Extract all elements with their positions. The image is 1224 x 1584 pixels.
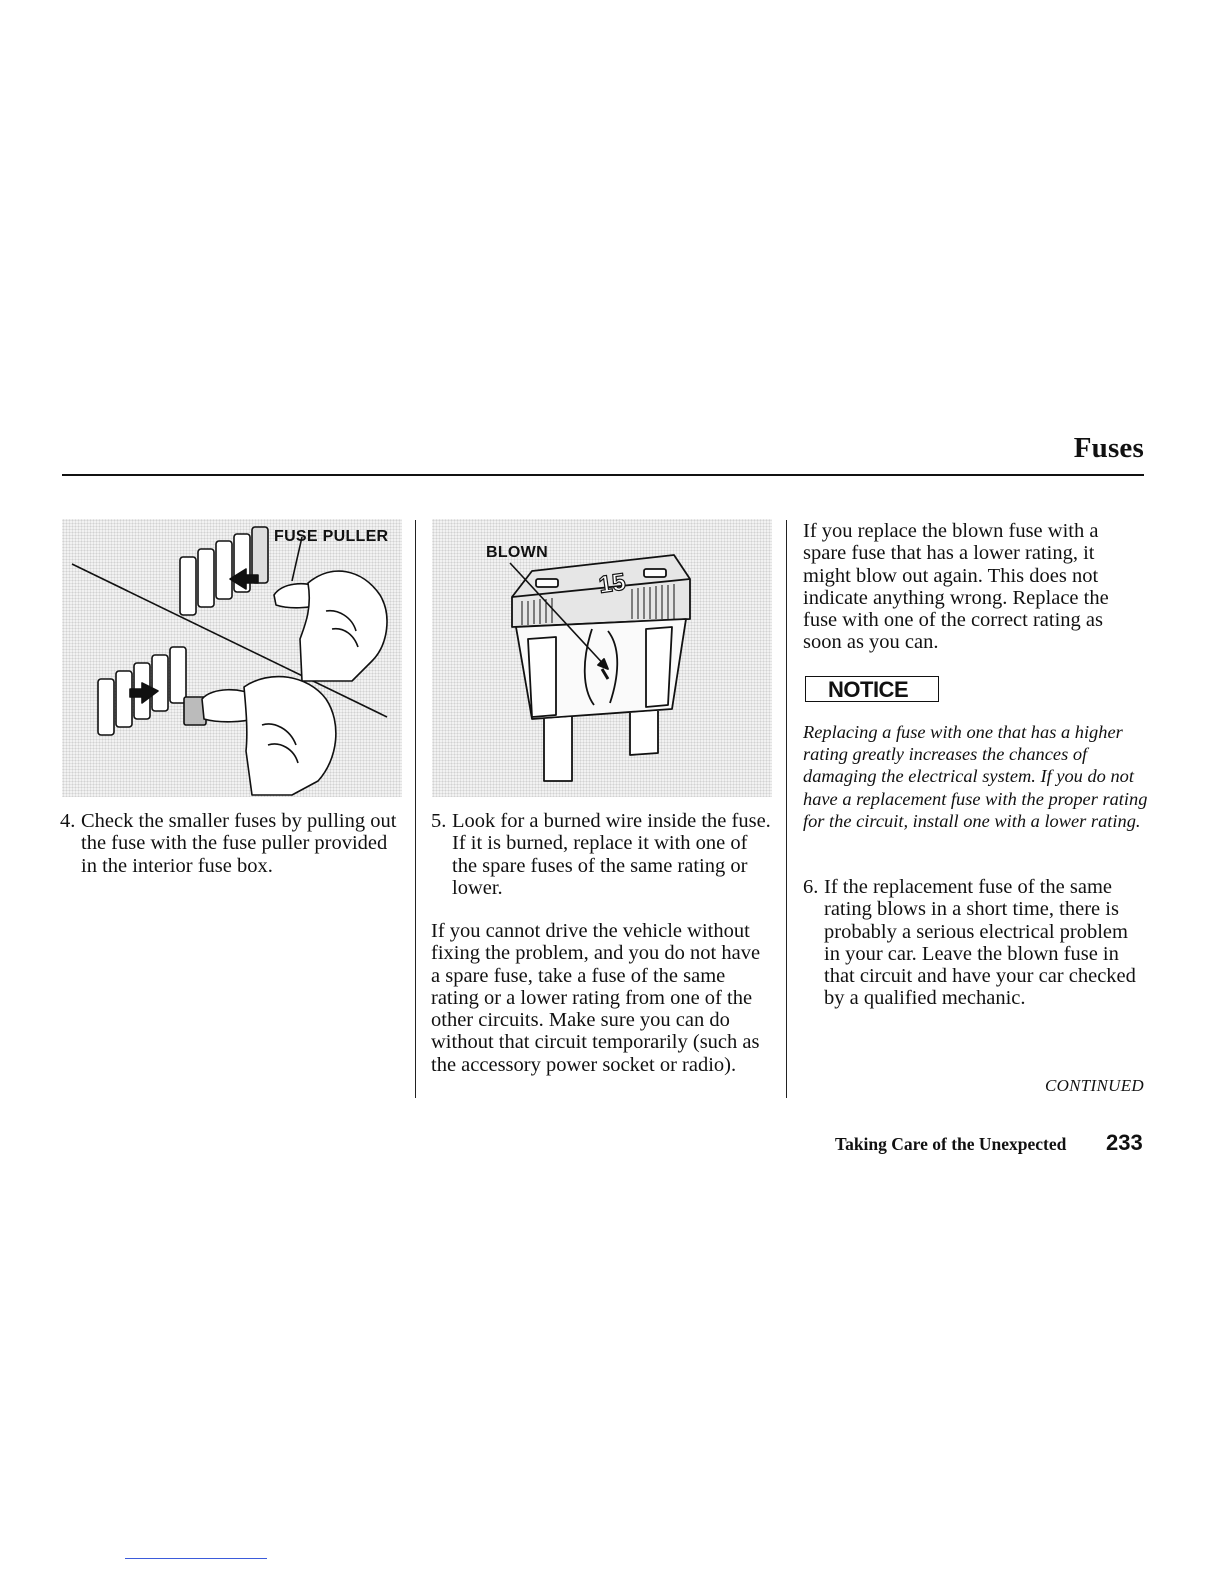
continued-label: CONTINUED bbox=[1044, 1076, 1144, 1095]
step-text: If the replacement fuse of the same rating blows in a short time, there is probably a serious electrical problem in your car. Leave the blown fuse in that circuit and have your car checked by a qualified mechanic. bbox=[824, 876, 1136, 1010]
step-number: 6. bbox=[803, 876, 819, 898]
step-5 bbox=[431, 810, 773, 899]
column-divider bbox=[786, 520, 787, 1098]
page-number: 233 bbox=[1106, 1130, 1143, 1155]
fuse-puller-label: FUSE PULLER bbox=[274, 528, 389, 545]
notice-label: NOTICE bbox=[805, 676, 939, 702]
step-number: 5. bbox=[431, 810, 447, 832]
column-divider bbox=[415, 520, 416, 1098]
notice-text: Replacing a fuse with one that has a higher rating greatly increases the chances of damaging the electrical system. If you do not have a replacement fuse with the proper rating for the circuit, install one with a lower rating. bbox=[803, 722, 1148, 831]
blown-fuse-illustration bbox=[432, 519, 772, 797]
lower-rating-paragraph: If you replace the blown fuse with a spare fuse that has a lower rating, it might blow out again. This does not indicate anything wrong. Replace the fuse with one of the correct rating as soon as you can. bbox=[803, 520, 1109, 654]
header-rule bbox=[62, 474, 1144, 476]
step-6 bbox=[803, 876, 1143, 1010]
footer-section: Taking Care of the Unexpected bbox=[835, 1134, 1067, 1154]
step-text: Check the smaller fuses by pulling out the fuse with the fuse puller provided in the interior fuse box. bbox=[81, 810, 397, 877]
step-4 bbox=[60, 810, 403, 877]
fuse-puller-figure bbox=[62, 519, 402, 797]
step-text: Look for a burned wire inside the fuse. If it is burned, replace it with one of the spare fuses of the same rating or lower. bbox=[452, 810, 771, 899]
spare-fuse-paragraph: If you cannot drive the vehicle without fixing the problem, and you do not have a spare fuse, take a fuse of the same rating or a lower rating from one of the other circuits. Make sure you can do without that circuit temporarily (such as the accessory power socket or radio). bbox=[431, 920, 761, 1076]
bottom-rule bbox=[125, 1558, 267, 1559]
blown-label: BLOWN bbox=[486, 544, 548, 561]
section-title: Fuses bbox=[1073, 432, 1144, 464]
step-number: 4. bbox=[60, 810, 76, 832]
blown-fuse-figure bbox=[432, 519, 772, 797]
fuse-puller-illustration bbox=[62, 519, 402, 797]
fuse-rating-text: 15 bbox=[597, 568, 628, 599]
